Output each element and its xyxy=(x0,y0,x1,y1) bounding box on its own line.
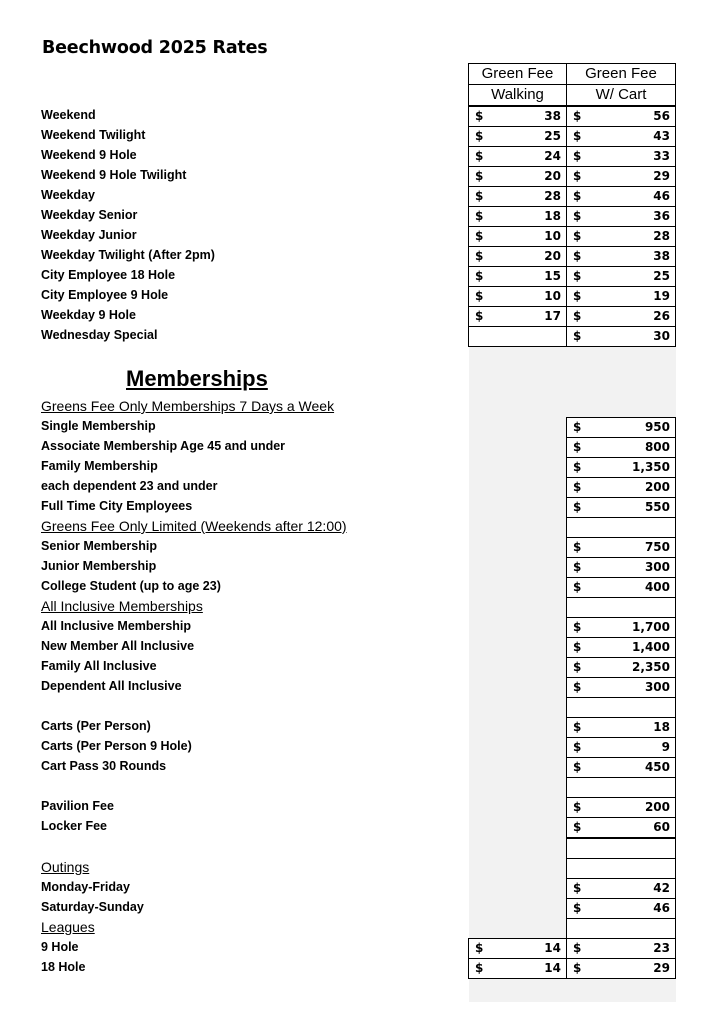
rate-label: Dependent All Inclusive xyxy=(41,679,182,693)
currency-symbol: $ xyxy=(573,480,582,494)
currency-symbol: $ xyxy=(475,209,484,223)
walking-price-cell xyxy=(468,306,567,327)
cart-price-cell xyxy=(566,186,676,207)
price-value: 23 xyxy=(653,941,670,955)
currency-symbol: $ xyxy=(573,580,582,594)
currency-symbol: $ xyxy=(475,129,484,143)
empty-cell xyxy=(566,858,676,879)
rate-label: Wednesday Special xyxy=(41,328,158,342)
currency-symbol: $ xyxy=(475,109,484,123)
rate-label: Weekend 9 Hole Twilight xyxy=(41,168,187,182)
walking-price-cell xyxy=(468,206,567,227)
currency-symbol: $ xyxy=(475,229,484,243)
price-value: 17 xyxy=(544,309,561,323)
header-cart-bottom: W/ Cart xyxy=(566,84,676,106)
walking-price-cell xyxy=(468,266,567,287)
currency-symbol: $ xyxy=(573,169,582,183)
currency-symbol: $ xyxy=(573,620,582,634)
price-value: 10 xyxy=(544,289,561,303)
rate-label: Weekday Twilight (After 2pm) xyxy=(41,248,215,262)
rate-label: Senior Membership xyxy=(41,539,157,553)
currency-symbol: $ xyxy=(573,189,582,203)
currency-symbol: $ xyxy=(573,440,582,454)
cart-price-cell xyxy=(566,166,676,187)
cart-price-cell xyxy=(566,958,676,979)
cart-price-cell xyxy=(566,657,676,678)
rate-label: Weekday Senior xyxy=(41,208,138,222)
cart-price-cell xyxy=(566,737,676,758)
rate-label: All Inclusive Membership xyxy=(41,619,192,633)
currency-symbol: $ xyxy=(573,329,582,343)
price-value: 1,350 xyxy=(632,460,670,474)
price-value: 42 xyxy=(653,881,670,895)
section-heading: Greens Fee Only Limited (Weekends after 12:00) xyxy=(41,518,347,534)
memberships-heading: Memberships xyxy=(126,366,268,391)
rate-label: Weekday Junior xyxy=(41,228,137,242)
currency-symbol: $ xyxy=(573,720,582,734)
price-value: 36 xyxy=(653,209,670,223)
rate-label: College Student (up to age 23) xyxy=(41,579,221,593)
rate-label: Weekday 9 Hole xyxy=(41,308,136,322)
price-value: 20 xyxy=(544,169,561,183)
cart-price-cell xyxy=(566,878,676,899)
rate-label: Pavilion Fee xyxy=(41,799,114,813)
price-value: 30 xyxy=(653,329,670,343)
rate-label: 18 Hole xyxy=(41,960,86,974)
currency-symbol: $ xyxy=(573,800,582,814)
header-walking-bottom: Walking xyxy=(468,84,567,106)
price-value: 15 xyxy=(544,269,561,283)
walking-price-cell xyxy=(468,226,567,247)
walking-price-cell xyxy=(468,126,567,147)
rate-label: Monday-Friday xyxy=(41,880,130,894)
rate-label: Locker Fee xyxy=(41,819,108,833)
price-value: 800 xyxy=(644,440,670,454)
price-value: 750 xyxy=(644,540,670,554)
price-value: 38 xyxy=(544,109,561,123)
price-value: 46 xyxy=(653,901,670,915)
price-value: 29 xyxy=(653,961,670,975)
price-value: 19 xyxy=(653,289,670,303)
empty-cell xyxy=(566,517,676,538)
cart-price-cell xyxy=(566,146,676,167)
currency-symbol: $ xyxy=(573,269,582,283)
cart-price-cell xyxy=(566,537,676,558)
price-value: 46 xyxy=(653,189,670,203)
currency-symbol: $ xyxy=(573,129,582,143)
price-value: 28 xyxy=(544,189,561,203)
rate-label: 9 Hole xyxy=(41,940,79,954)
cart-price-cell xyxy=(566,246,676,267)
currency-symbol: $ xyxy=(573,460,582,474)
price-value: 200 xyxy=(644,480,670,494)
cart-price-cell xyxy=(566,306,676,327)
price-value: 550 xyxy=(644,500,670,514)
rate-label: Weekend 9 Hole xyxy=(41,148,137,162)
price-value: 26 xyxy=(653,309,670,323)
currency-symbol: $ xyxy=(475,269,484,283)
rate-label: Cart Pass 30 Rounds xyxy=(41,759,167,773)
cart-price-cell xyxy=(566,477,676,498)
empty-cell xyxy=(468,326,567,347)
cart-price-cell xyxy=(566,497,676,518)
currency-symbol: $ xyxy=(573,289,582,303)
section-heading: Greens Fee Only Memberships 7 Days a Week xyxy=(41,398,335,414)
currency-symbol: $ xyxy=(573,680,582,694)
section-heading: Leagues xyxy=(41,919,95,935)
empty-cell xyxy=(566,777,676,798)
price-value: 33 xyxy=(653,149,670,163)
currency-symbol: $ xyxy=(573,901,582,915)
rate-label: Family Membership xyxy=(41,459,158,473)
price-value: 2,350 xyxy=(632,660,670,674)
currency-symbol: $ xyxy=(573,740,582,754)
cart-price-cell xyxy=(566,106,676,127)
currency-symbol: $ xyxy=(573,249,582,263)
rate-label: Full Time City Employees xyxy=(41,499,193,513)
currency-symbol: $ xyxy=(573,149,582,163)
price-value: 300 xyxy=(644,680,670,694)
currency-symbol: $ xyxy=(573,420,582,434)
rate-label: City Employee 18 Hole xyxy=(41,268,176,282)
currency-symbol: $ xyxy=(573,209,582,223)
cart-price-cell xyxy=(566,326,676,347)
currency-symbol: $ xyxy=(475,941,484,955)
cart-price-cell xyxy=(566,557,676,578)
header-cart-top: Green Fee xyxy=(566,63,676,85)
price-value: 25 xyxy=(544,129,561,143)
price-value: 400 xyxy=(644,580,670,594)
rate-label: Saturday-Sunday xyxy=(41,900,144,914)
price-value: 25 xyxy=(653,269,670,283)
price-value: 43 xyxy=(653,129,670,143)
cart-price-cell xyxy=(566,617,676,638)
cart-price-cell xyxy=(566,226,676,247)
rate-label: Weekend xyxy=(41,108,96,122)
currency-symbol: $ xyxy=(573,540,582,554)
walking-price-cell xyxy=(468,246,567,267)
cart-price-cell xyxy=(566,717,676,738)
price-value: 56 xyxy=(653,109,670,123)
price-value: 1,700 xyxy=(632,620,670,634)
currency-symbol: $ xyxy=(475,249,484,263)
price-value: 29 xyxy=(653,169,670,183)
price-value: 9 xyxy=(661,740,670,754)
price-value: 60 xyxy=(653,820,670,834)
currency-symbol: $ xyxy=(573,109,582,123)
price-value: 18 xyxy=(653,720,670,734)
currency-symbol: $ xyxy=(475,289,484,303)
price-value: 20 xyxy=(544,249,561,263)
currency-symbol: $ xyxy=(475,309,484,323)
cart-price-cell xyxy=(566,286,676,307)
price-value: 450 xyxy=(644,760,670,774)
rate-label: New Member All Inclusive xyxy=(41,639,195,653)
cart-price-cell xyxy=(566,266,676,287)
cart-price-cell xyxy=(566,677,676,698)
currency-symbol: $ xyxy=(573,820,582,834)
rate-label: Carts (Per Person) xyxy=(41,719,151,733)
currency-symbol: $ xyxy=(573,640,582,654)
currency-symbol: $ xyxy=(475,149,484,163)
empty-cell xyxy=(566,697,676,718)
cart-price-cell xyxy=(566,938,676,959)
currency-symbol: $ xyxy=(573,500,582,514)
rate-label: Junior Membership xyxy=(41,559,157,573)
section-heading: All Inclusive Memberships xyxy=(41,598,203,614)
price-value: 14 xyxy=(544,941,561,955)
rate-label: Associate Membership Age 45 and under xyxy=(41,439,286,453)
cart-price-cell xyxy=(566,757,676,778)
currency-symbol: $ xyxy=(573,560,582,574)
cart-price-cell xyxy=(566,637,676,658)
currency-symbol: $ xyxy=(475,169,484,183)
price-value: 300 xyxy=(644,560,670,574)
price-value: 1,400 xyxy=(632,640,670,654)
cart-price-cell xyxy=(566,206,676,227)
price-value: 38 xyxy=(653,249,670,263)
cart-price-cell xyxy=(566,797,676,818)
cart-price-cell xyxy=(566,437,676,458)
currency-symbol: $ xyxy=(573,660,582,674)
empty-cell xyxy=(566,918,676,939)
cart-price-cell xyxy=(566,817,676,838)
cart-price-cell xyxy=(566,577,676,598)
price-value: 24 xyxy=(544,149,561,163)
currency-symbol: $ xyxy=(573,881,582,895)
currency-symbol: $ xyxy=(573,760,582,774)
empty-cell xyxy=(566,838,676,859)
price-value: 14 xyxy=(544,961,561,975)
walking-price-cell xyxy=(468,166,567,187)
price-value: 950 xyxy=(644,420,670,434)
cart-price-cell xyxy=(566,417,676,438)
rate-label: City Employee 9 Hole xyxy=(41,288,169,302)
rate-label: Single Membership xyxy=(41,419,156,433)
currency-symbol: $ xyxy=(475,189,484,203)
cart-price-cell xyxy=(566,126,676,147)
cart-price-cell xyxy=(566,898,676,919)
currency-symbol: $ xyxy=(573,941,582,955)
walking-price-cell xyxy=(468,938,567,959)
walking-price-cell xyxy=(468,958,567,979)
price-value: 10 xyxy=(544,229,561,243)
price-value: 28 xyxy=(653,229,670,243)
walking-price-cell xyxy=(468,286,567,307)
walking-price-cell xyxy=(468,146,567,167)
walking-price-cell xyxy=(468,186,567,207)
currency-symbol: $ xyxy=(573,961,582,975)
rate-label: each dependent 23 and under xyxy=(41,479,218,493)
page-title: Beechwood 2025 Rates xyxy=(42,38,268,58)
currency-symbol: $ xyxy=(573,229,582,243)
header-walking-top: Green Fee xyxy=(468,63,567,85)
currency-symbol: $ xyxy=(573,309,582,323)
rate-label: Weekday xyxy=(41,188,95,202)
rate-label: Weekend Twilight xyxy=(41,128,146,142)
section-heading: Outings xyxy=(41,859,90,875)
price-value: 200 xyxy=(644,800,670,814)
walking-price-cell xyxy=(468,106,567,127)
rate-label: Family All Inclusive xyxy=(41,659,157,673)
cart-price-cell xyxy=(566,457,676,478)
empty-cell xyxy=(566,597,676,618)
rate-label: Carts (Per Person 9 Hole) xyxy=(41,739,192,753)
price-value: 18 xyxy=(544,209,561,223)
currency-symbol: $ xyxy=(475,961,484,975)
